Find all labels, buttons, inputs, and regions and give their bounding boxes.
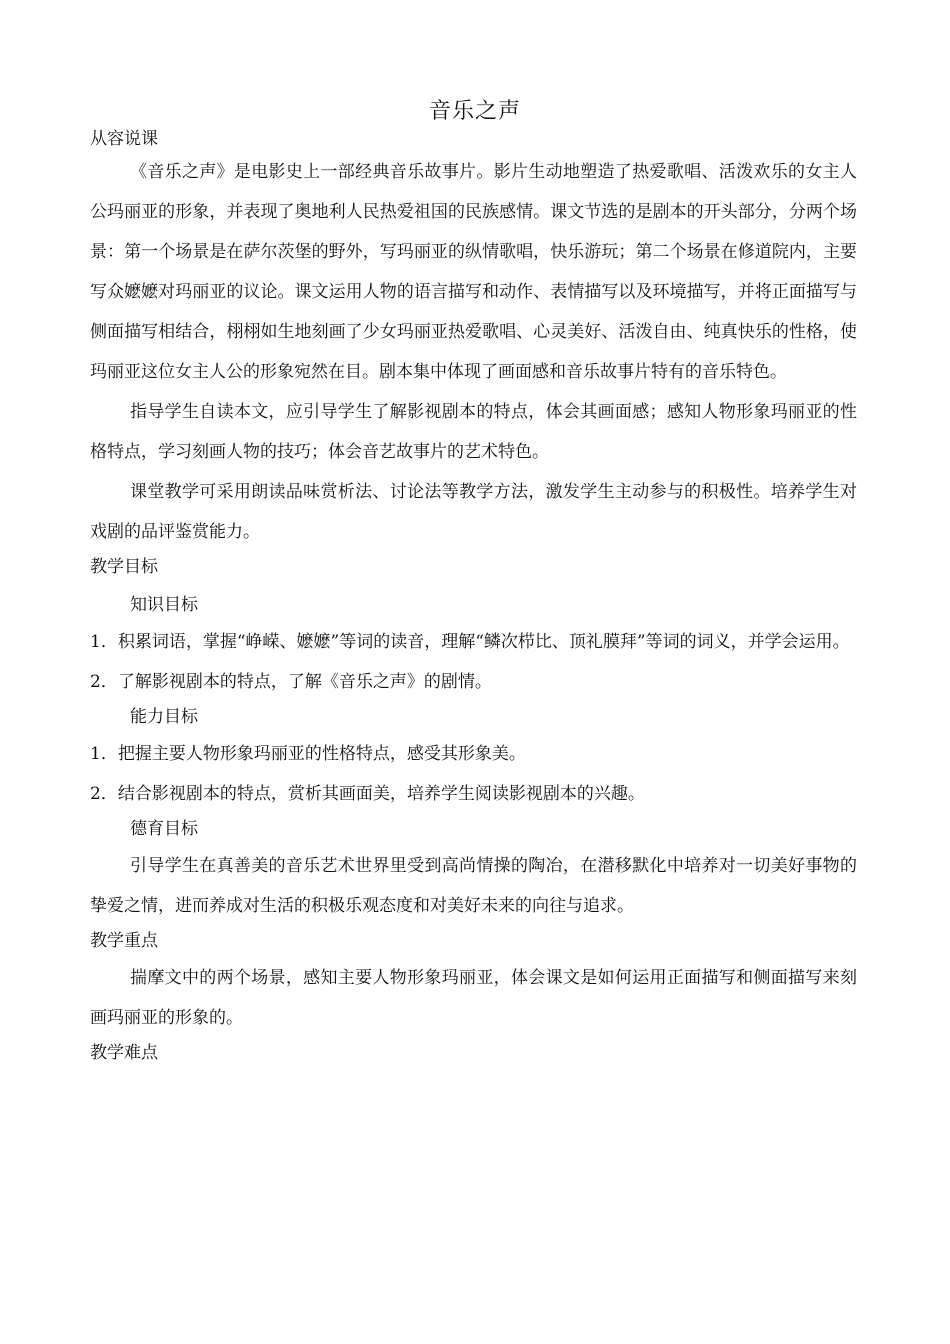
ability-item: 1．把握主要人物形象玛丽亚的性格特点，感受其形象美。 [90, 744, 526, 764]
document-body [90, 126, 857, 1078]
subheading-knowledge: 知识目标 [130, 595, 198, 615]
moral-paragraph: 引导学生在真善美的音乐艺术世界里受到高尚情操的陶冶，在潜移默化中培养对一切美好事物的挚爱之情，进而养成对生活的积极乐观态度和对美好未来的向往与追求。 [90, 856, 857, 916]
intro-paragraph: 课堂教学可采用朗读品味赏析法、讨论法等教学方法，激发学生主动参与的积极性。培养学生对戏剧的品评鉴赏能力。 [90, 482, 857, 542]
document-title: 音乐之声 [428, 99, 521, 124]
intro-paragraph: 指导学生自读本文，应引导学生了解影视剧本的特点，体会其画面感；感知人物形象玛丽亚的性格特点，学习刻画人物的技巧；体会音艺故事片的艺术特色。 [90, 402, 857, 462]
subheading-moral: 德育目标 [130, 819, 198, 839]
knowledge-item: 1．积累词语，掌握“峥嵘、嬷嬷”等词的读音，理解“鳞次栉比、顶礼膜拜”等词的词义，并学会运用。 [90, 632, 850, 652]
section-heading-difficulties: 教学难点 [90, 1043, 158, 1063]
intro-paragraph: 《音乐之声》是电影史上一部经典音乐故事片。影片生动地塑造了热爱歌唱、活泼欢乐的女主人公玛丽亚的形象，并表现了奥地利人民热爱祖国的民族感情。课文节选的是剧本的开头部分，分两个场景：第一个场景是在萨尔茨堡的野外，写玛丽亚的纵情歌唱，快乐游玩；第二个场景在修道院内，主要写众嬷嬷对玛丽亚的议论。课文运用人物的语言描写和动作、表情描写以及环境描写，并将正面描写与侧面描写相结合，栩栩如生地刻画了少女玛丽亚热爱歌唱、心灵美好、活泼自由、纯真快乐的性格，使玛丽亚这位女主人公的形象宛然在目。剧本集中体现了画面感和音乐故事片特有的音乐特色。 [90, 162, 857, 382]
knowledge-item: 2．了解影视剧本的特点，了解《音乐之声》的剧情。 [90, 672, 492, 692]
key-points-paragraph: 揣摩文中的两个场景，感知主要人物形象玛丽亚，体会课文是如何运用正面描写和侧面描写来刻画玛丽亚的形象的。 [90, 968, 857, 1028]
section-heading-goals: 教学目标 [90, 557, 158, 577]
ability-item: 2．结合影视剧本的特点，赏析其画面美，培养学生阅读影视剧本的兴趣。 [90, 784, 645, 804]
section-heading-intro: 从容说课 [90, 129, 158, 149]
section-heading-key-points: 教学重点 [90, 931, 158, 951]
subheading-ability: 能力目标 [130, 707, 198, 727]
